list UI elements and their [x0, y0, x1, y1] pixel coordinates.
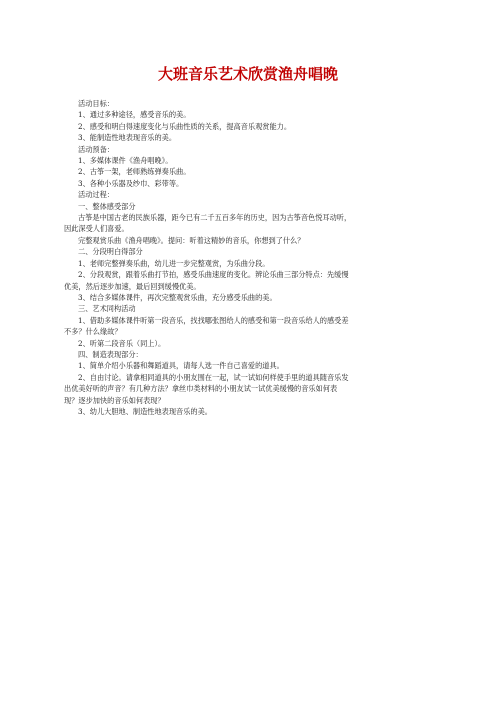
body-line: 出优美好听的声音？有几种方法？拿丝巾类材料的小朋友试一试优美缓慢的音乐如何表 [64, 384, 338, 394]
body-line: 二、分段明白得部分 [78, 247, 143, 257]
body-line: 2、听第二段音乐（同上）。 [78, 338, 166, 348]
body-line: 一、整体感受部分 [78, 201, 136, 211]
body-line: 1、多媒体课件《渔舟唱晚》。 [78, 156, 173, 166]
body-line: 1、简单介绍小乐器和舞蹈道具，请每人选一件自己喜爱的道具。 [78, 361, 284, 371]
body-line: 活动预备： [78, 144, 114, 154]
body-line: 3、能制造性地表现音乐的美。 [78, 133, 177, 143]
body-line: 2、自由讨论。请拿相同道具的小朋友围在一起，试一试如何样使手里的道具随音乐发 [78, 372, 349, 382]
body-line: 优美，然后逐步加速，最后回到缓慢优美。 [64, 281, 201, 291]
document-title: 大班音乐艺术欣赏渔舟唱晚 [157, 65, 338, 83]
body-line: 3、幼儿大胆地、制造性地表现音乐的美。 [78, 406, 212, 416]
body-line: 2、分段观赏，跟着乐曲打节拍，感受乐曲速度的变化。辨论乐曲三部分特点：先缓慢 [78, 270, 349, 280]
body-line: 活动目标： [78, 99, 114, 108]
body-line: 2、古筝一架，老师熟练弹奏乐曲。 [78, 167, 191, 177]
body-line: 四、制造表现部分： [78, 349, 143, 359]
body-line: 3、各种小乐器及纱巾、彩带等。 [78, 178, 184, 188]
body-line: 1、借助多媒体课件听第一段音乐，找找哪张图给人的感受和第一段音乐给人的感受差 [78, 315, 349, 325]
body-line: 现？逐步加快的音乐如何表现？ [64, 395, 165, 405]
body-line: 古筝是中国古老的民族乐器，距今已有二千五百多年的历史，因为古筝音色悦耳动听， [78, 213, 352, 223]
document-body [64, 98, 432, 417]
body-line: 完整观赏乐曲《渔舟唱晚》。提问：听着这精妙的音乐，你想到了什么？ [78, 235, 305, 245]
body-line: 1、通过多种途径，感受音乐的美。 [78, 110, 191, 120]
body-line: 因此深受人们喜爱。 [64, 224, 129, 234]
body-line: 3、结合多媒体课件，再次完整观赏乐曲，充分感受乐曲的美。 [78, 292, 277, 302]
body-line: 1、老师完整弹奏乐曲，幼儿进一步完整观赏，为乐曲分段。 [78, 258, 270, 268]
body-line: 不多？什么缘故？ [64, 327, 122, 337]
body-line: 三、艺术同构活动 [78, 304, 136, 314]
body-line: 2、感受和明白得速度变化与乐曲性质的关系，提高音乐观赏能力。 [78, 121, 292, 131]
body-line: 活动过程： [78, 190, 114, 200]
